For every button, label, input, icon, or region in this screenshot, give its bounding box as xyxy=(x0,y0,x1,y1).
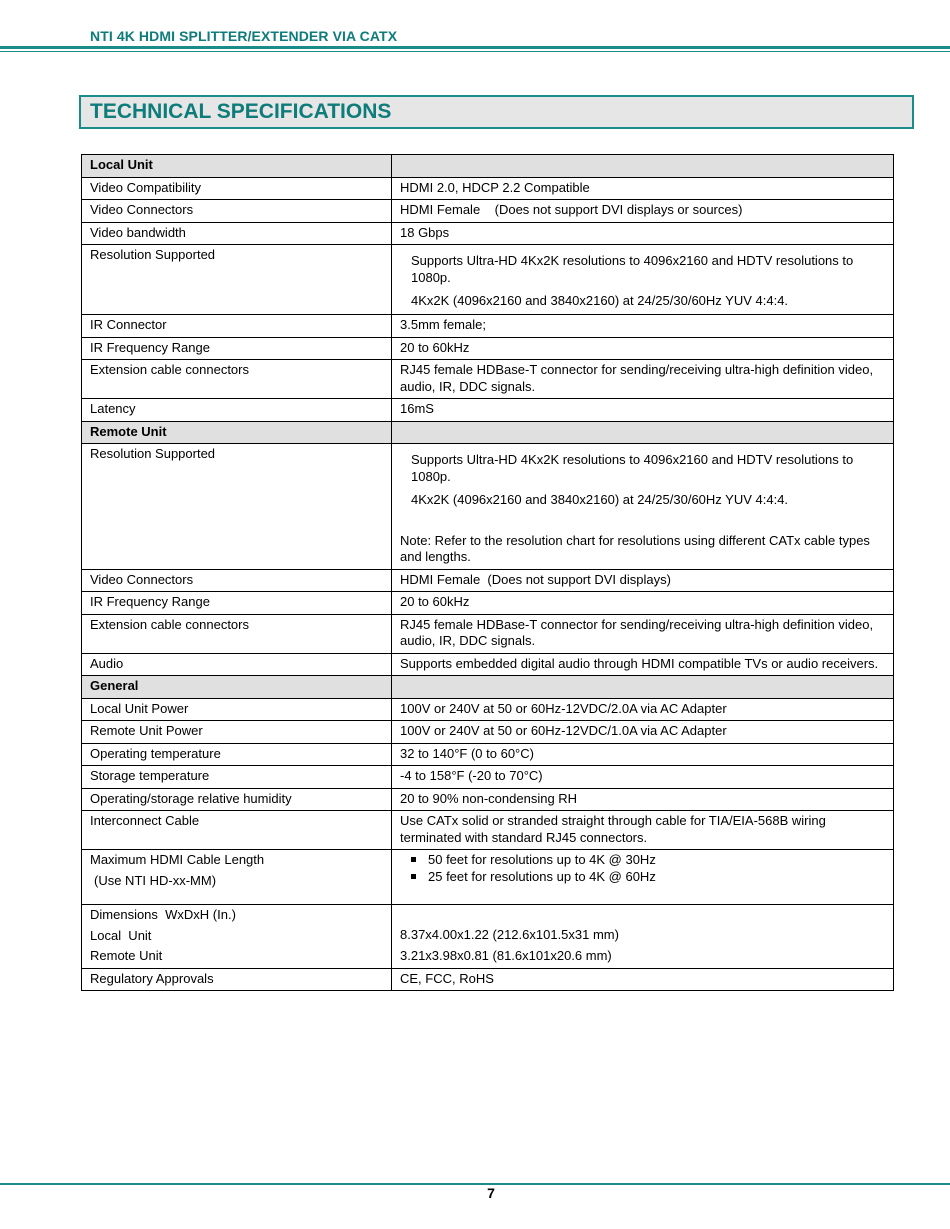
running-header-title: NTI 4K HDMI SPLITTER/EXTENDER VIA CATX xyxy=(90,28,398,44)
table-section-header xyxy=(82,676,894,699)
section-heading-general: General xyxy=(82,676,392,699)
table-row xyxy=(82,360,894,399)
spec-label: Operating temperature xyxy=(82,743,392,766)
spec-value: Use CATx solid or stranded straight through cable for TIA/EIA-568B wiring terminated with standard RJ45 connectors. xyxy=(392,811,894,850)
table-row xyxy=(82,743,894,766)
spec-value: HDMI Female (Does not support DVI displays or sources) xyxy=(392,200,894,223)
spec-label: IR Frequency Range xyxy=(82,592,392,615)
spec-label: Video Compatibility xyxy=(82,177,392,200)
table-row xyxy=(82,698,894,721)
spec-value: HDMI Female (Does not support DVI displays) xyxy=(392,569,894,592)
spec-label: IR Frequency Range xyxy=(82,337,392,360)
spec-label: IR Connector xyxy=(82,315,392,338)
table-row xyxy=(82,850,894,905)
table-row xyxy=(82,337,894,360)
section-title: TECHNICAL SPECIFICATIONS xyxy=(79,95,914,129)
table-row xyxy=(82,592,894,615)
spec-value: 100V or 240V at 50 or 60Hz-12VDC/1.0A via AC Adapter xyxy=(392,721,894,744)
spec-value: 20 to 60kHz xyxy=(392,337,894,360)
table-row xyxy=(82,222,894,245)
table-row xyxy=(82,968,894,991)
spec-label: Extension cable connectors xyxy=(82,614,392,653)
resolution-line: Supports Ultra-HD 4Kx2K resolutions to 4096x2160 and HDTV resolutions to 1080p. xyxy=(411,253,854,285)
spec-label: Audio xyxy=(82,653,392,676)
spec-value: 16mS xyxy=(392,399,894,422)
spec-label: Local Unit Power xyxy=(82,698,392,721)
dimensions-local-value: 8.37x4.00x1.22 (212.6x101.5x31 mm) xyxy=(400,927,619,942)
section-heading-remote: Remote Unit xyxy=(82,421,392,444)
dimensions-remote-label: Remote Unit xyxy=(90,948,163,963)
spec-value: 18 Gbps xyxy=(392,222,894,245)
spec-value xyxy=(392,905,894,969)
spec-label: Resolution Supported xyxy=(82,444,392,570)
table-row xyxy=(82,905,894,969)
spec-value: 20 to 90% non-condensing RH xyxy=(392,788,894,811)
table-section-header xyxy=(82,155,894,178)
spec-label: Video bandwidth xyxy=(82,222,392,245)
max-hdmi-list xyxy=(400,852,885,885)
spec-value: 3.5mm female; xyxy=(392,315,894,338)
resolution-line: 4Kx2K (4096x2160 and 3840x2160) at 24/25/30/60Hz YUV 4:4:4. xyxy=(411,492,789,507)
spec-value: -4 to 158°F (-20 to 70°C) xyxy=(392,766,894,789)
spec-value xyxy=(392,850,894,905)
spec-label: Interconnect Cable xyxy=(82,811,392,850)
spec-value xyxy=(392,245,894,315)
page-number: 7 xyxy=(487,1185,495,1201)
spec-label: Remote Unit Power xyxy=(82,721,392,744)
max-hdmi-label: Maximum HDMI Cable Length xyxy=(90,852,265,867)
table-row xyxy=(82,177,894,200)
table-row xyxy=(82,788,894,811)
resolution-line: Supports Ultra-HD 4Kx2K resolutions to 4096x2160 and HDTV resolutions to 1080p. xyxy=(411,452,854,484)
table-section-header xyxy=(82,421,894,444)
table-row xyxy=(82,245,894,315)
list-item: 50 feet for resolutions up to 4K @ 30Hz xyxy=(428,852,885,869)
spec-label: Regulatory Approvals xyxy=(82,968,392,991)
spec-value: Supports embedded digital audio through HDMI compatible TVs or audio receivers. xyxy=(392,653,894,676)
spec-label: Video Connectors xyxy=(82,569,392,592)
spec-label: Storage temperature xyxy=(82,766,392,789)
table-row xyxy=(82,200,894,223)
spec-label xyxy=(82,905,392,969)
spec-value: CE, FCC, RoHS xyxy=(392,968,894,991)
section-heading-local: Local Unit xyxy=(82,155,392,178)
resolution-note: Note: Refer to the resolution chart for resolutions using different CATx cable types and lengths. xyxy=(400,532,870,564)
spec-value: HDMI 2.0, HDCP 2.2 Compatible xyxy=(392,177,894,200)
spec-label: Extension cable connectors xyxy=(82,360,392,399)
spec-table xyxy=(81,154,894,991)
table-row xyxy=(82,614,894,653)
spec-value: 20 to 60kHz xyxy=(392,592,894,615)
resolution-line: 4Kx2K (4096x2160 and 3840x2160) at 24/25/30/60Hz YUV 4:4:4. xyxy=(411,293,789,308)
spec-value: RJ45 female HDBase-T connector for sending/receiving ultra-high definition video, audio, IR, DDC signals. xyxy=(392,614,894,653)
spec-value: 32 to 140°F (0 to 60°C) xyxy=(392,743,894,766)
spec-value: 100V or 240V at 50 or 60Hz-12VDC/2.0A via AC Adapter xyxy=(392,698,894,721)
header-rule xyxy=(0,46,950,49)
spec-label xyxy=(82,850,392,905)
spec-value: RJ45 female HDBase-T connector for sending/receiving ultra-high definition video, audio, IR, DDC signals. xyxy=(392,360,894,399)
dimensions-label: Dimensions WxDxH (In.) xyxy=(90,907,236,922)
table-row xyxy=(82,569,894,592)
spec-label: Latency xyxy=(82,399,392,422)
table-row xyxy=(82,811,894,850)
list-item: 25 feet for resolutions up to 4K @ 60Hz xyxy=(428,869,885,886)
table-row xyxy=(82,766,894,789)
spec-value xyxy=(392,444,894,570)
table-row xyxy=(82,721,894,744)
max-hdmi-sublabel: (Use NTI HD-xx-MM) xyxy=(94,872,217,888)
spec-label: Operating/storage relative humidity xyxy=(82,788,392,811)
header-rule-thin xyxy=(0,51,950,52)
spec-label: Video Connectors xyxy=(82,200,392,223)
table-row xyxy=(82,444,894,570)
dimensions-remote-value: 3.21x3.98x0.81 (81.6x101x20.6 mm) xyxy=(400,947,612,963)
dimensions-local-label: Local Unit xyxy=(90,927,152,943)
table-row xyxy=(82,315,894,338)
spec-label: Resolution Supported xyxy=(82,245,392,315)
table-row xyxy=(82,399,894,422)
table-row xyxy=(82,653,894,676)
